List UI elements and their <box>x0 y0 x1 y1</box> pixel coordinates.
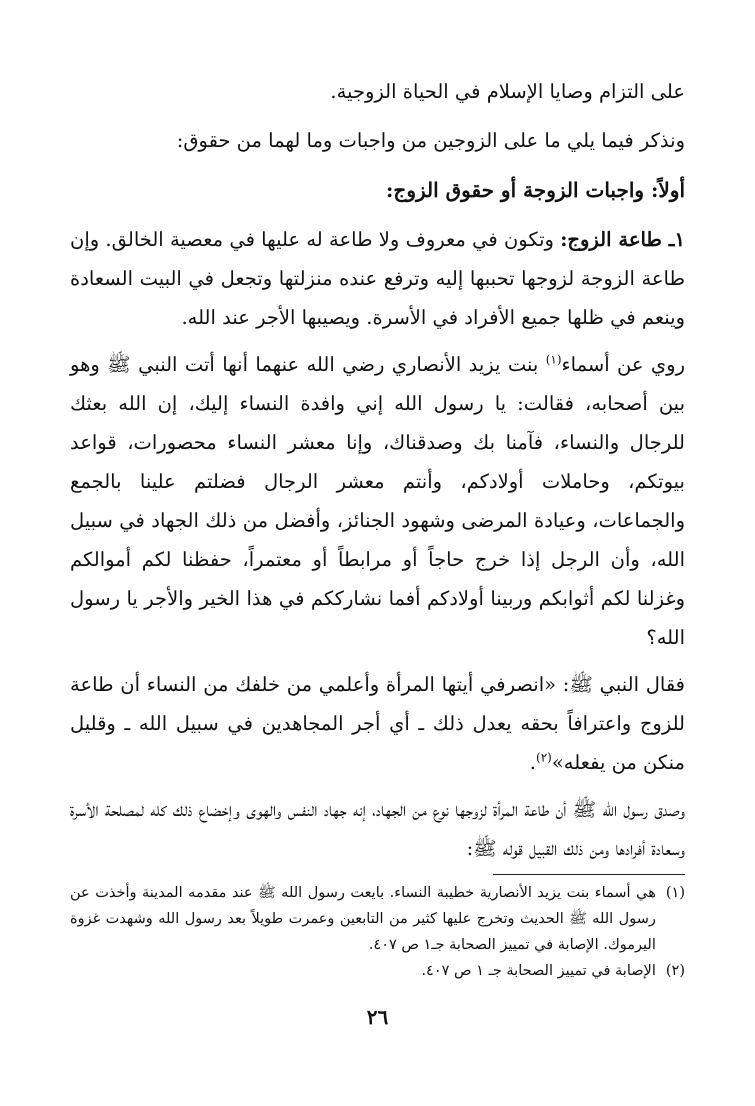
footnote-number: (٢) <box>665 963 685 979</box>
item-1-paragraph <box>70 220 685 337</box>
hadith-text-rest: بنت يزيد الأنصاري رضي الله عنهما أنها أتت النبي ﷺ وهو بين أصحابه، فقالت: يا رسول الله إني وافدة النساء إليك، إن الله بعثك للرجال والنساء، فآمنا بك وصدقناك، وإنا معشر النساء محصورات، قواعد بيوتكم، وحاملات أولادكم، وأنتم معشر الرجال فضلتم علينا بالجمع والجماعات، وعيادة المرضى وشهود الجنائز، وأفضل من ذلك الجهاد في سبيل الله، وأن الرجل إذا خرج حاجاً أو مرابطاً أو معتمراً، حفظنا لكم أموالكم وغزلنا لكم أثوابكم وربينا أولادكم أفما نشارككم في هذا الخير والأجر يا رسول الله؟ <box>70 353 685 649</box>
hadith-paragraph <box>70 345 685 657</box>
reply-text: فقال النبي ﷺ: «انصرفي أيتها المرأة وأعلمي من خلفك من النساء أن طاعة للزوج واعترافاً بحقه يعدل ذلك ـ أي أجر المجاهدين في سبيل الله ـ وقليل منكن من يفعله» <box>70 673 685 774</box>
footnote-ref-1[interactable]: (١) <box>545 352 562 367</box>
reply-end: . <box>529 751 536 774</box>
lead-line: ونذكر فيما يلي ما على الزوجين من واجبات وما لهما من حقوق: <box>176 129 685 152</box>
section-heading: أولاً: واجبات الزوجة أو حقوق الزوج: <box>386 178 685 202</box>
intro-paragraph <box>70 72 685 111</box>
item-1-text: وتكون في معروف ولا طاعة له عليها في معصية الخالق. وإن طاعة الزوجة لزوجها تحببها إليه وترفع عنده منزلتها وتجعل في البيت السعادة وينعم في ظلها جميع الأفراد في الأسرة. ويصيبها الأجر عند الله. <box>70 228 685 329</box>
footnote-2 <box>70 958 685 984</box>
reply-paragraph <box>70 665 685 782</box>
footnote-text: الإصابة في تمييز الصحابة جـ ١ ص ٤٠٧. <box>421 963 656 979</box>
page-number: ٢٦ <box>366 1005 389 1029</box>
footnote-number: (١) <box>665 885 685 901</box>
intro-line: على التزام وصايا الإسلام في الحياة الزوجية. <box>330 80 685 103</box>
page-body <box>70 72 685 876</box>
footnote-ref-2[interactable]: (٢) <box>536 750 552 765</box>
lead-paragraph <box>70 121 685 160</box>
footnote-text: هي أسماء بنت يزيد الأنصارية خطيبة النساء. بايعت رسول الله ﷺ عند مقدمه المدينة وأخذت عن رسول الله ﷺ الحديث وتخرج عليها كثير من التابعين وعمرت طويلاً بعد رسول الله وشهدت غزوة اليرموك. الإصابة في تمييز الصحابة جـ١ ص ٤٠٧. <box>70 885 656 953</box>
hadith-text-start: روي عن أسماء <box>561 353 685 376</box>
footnote-1 <box>70 880 685 958</box>
item-1-title: ١ـ طاعة الزوج: <box>560 228 685 251</box>
closing-paragraph <box>70 790 685 868</box>
closing-text: وصدق رسول الله ﷺ أن طاعة المرأة لزوجها نوع من الجهاد، إنه جهاد النفس والهوى وإخضاع ذلك كله لمصلحة الأسرة وسعادة أفرادها ومن ذلك القبيل قوله ﷺ: <box>70 798 685 860</box>
footnotes <box>70 880 685 984</box>
footnote-divider <box>493 874 685 875</box>
